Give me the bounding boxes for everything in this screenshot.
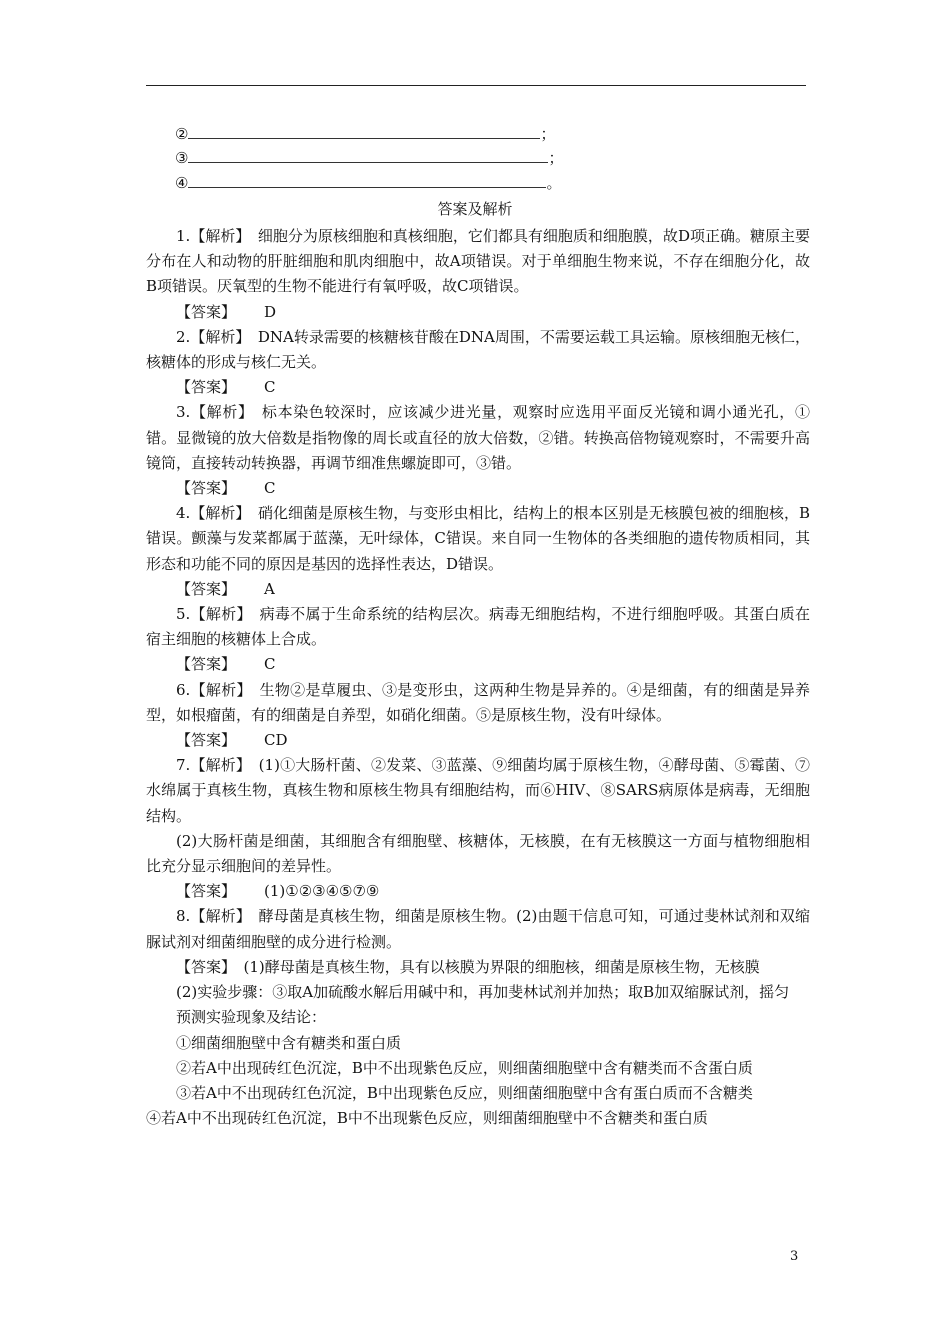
blank-punct: ； — [548, 149, 564, 167]
blank-punct: ； — [540, 125, 556, 143]
section-heading: 答案及解析 — [437, 200, 513, 218]
answer-8-steps: (2)实验步骤：③取A加硫酸水解后用碱中和，再加斐林试剂并加热；取B加双缩脲试剂，摇匀 — [176, 983, 790, 1002]
answer-7 — [146, 879, 810, 904]
answer-value: A — [264, 579, 275, 598]
answer-3 — [146, 476, 810, 501]
answer-label: 【答案】 — [176, 882, 237, 901]
answer-label: 【答案】 — [176, 302, 237, 321]
answer-6 — [146, 728, 810, 753]
analysis-2: 2.【解析】 DNA转录需要的核糖核苷酸在DNA周围，不需要运载工具运输。原核细胞无核仁，核糖体的形成与核仁无关。 — [146, 327, 810, 372]
answer-value: D — [264, 302, 277, 321]
answer-value: (1)①②③④⑤⑦⑨ — [264, 882, 380, 901]
answer-blank-3 — [175, 146, 563, 168]
result-3: ③若A中不出现砖红色沉淀，B中出现紫色反应，则细菌细胞壁中含有蛋白质而不含糖类 — [176, 1083, 753, 1102]
blank-fill-line — [188, 122, 540, 139]
blank-number: ④ — [175, 174, 189, 192]
result-2: ②若A中出现砖红色沉淀，B中不出现紫色反应，则细菌细胞壁中含有糖类而不含蛋白质 — [176, 1058, 753, 1077]
answer-value: C — [264, 655, 276, 674]
analysis-7-part2: (2)大肠杆菌是细菌，其细胞含有细胞壁、核糖体，无核膜，在有无核膜这一方面与植物细胞相比充分显示细胞间的差异性。 — [146, 831, 810, 876]
answer-value: CD — [264, 731, 288, 750]
blank-number: ② — [175, 125, 189, 143]
analysis-3: 3.【解析】 标本染色较深时，应该减少进光量，观察时应选用平面反光镜和调小通光孔，①错。显微镜的放大倍数是指物像的周长或直径的放大倍数，②错。转换高倍物镜观察时，不需要升高镜筒，直接转动转换器，再调节细准焦螺旋即可，③错。 — [146, 403, 810, 472]
answer-value: C — [264, 479, 276, 498]
result-4: ④若A中不出现砖红色沉淀，B中不出现紫色反应，则细菌细胞壁中不含糖类和蛋白质 — [146, 1109, 708, 1128]
blank-punct: 。 — [546, 174, 562, 192]
answer-label: 【答案】 — [176, 655, 237, 674]
answer-blank-4 — [175, 171, 561, 193]
answer-label: 【答案】 — [176, 479, 237, 498]
answer-label: 【答案】 — [176, 731, 237, 750]
answer-value: C — [264, 378, 276, 397]
answer-1 — [146, 300, 810, 325]
page-number: 3 — [790, 1249, 799, 1264]
answer-8: 【答案】 (1)酵母菌是真核生物，具有以核膜为界限的细胞核，细菌是原核生物，无核膜 — [176, 957, 760, 976]
predict-heading: 预测实验现象及结论： — [176, 1008, 327, 1027]
answers-body — [146, 224, 810, 1131]
analysis-8: 8.【解析】 酵母菌是真核生物，细菌是原核生物。(2)由题干信息可知，可通过斐林试剂和双缩脲试剂对细菌细胞壁的成分进行检测。 — [146, 907, 810, 951]
answer-label: 【答案】 — [176, 378, 237, 397]
analysis-1: 1.【解析】 细胞分为原核细胞和真核细胞，它们都具有细胞质和细胞膜，故D项正确。糖原主要分布在人和动物的肝脏细胞和肌肉细胞中，故A项错误。对于单细胞生物来说，不存在细胞分化，故B项错误。厌氧型的生物不能进行有氧呼吸，故C项错误。 — [146, 227, 810, 296]
header-rule — [146, 85, 806, 86]
answer-label: 【答案】 — [176, 579, 237, 598]
answer-5 — [146, 652, 810, 677]
analysis-4: 4.【解析】 硝化细菌是原核生物，与变形虫相比，结构上的根本区别是无核膜包被的细胞核，B错误。颤藻与发菜都属于蓝藻，无叶绿体，C错误。来自同一生物体的各类细胞的遗传物质相同，其形态和功能不同的原因是基因的选择性表达，D错误。 — [146, 504, 810, 573]
analysis-7: 7.【解析】 (1)①大肠杆菌、②发菜、③蓝藻、⑨细菌均属于原核生物，④酵母菌、⑤霉菌、⑦水绵属于真核生物，真核生物和原核生物具有细胞结构，而⑥HIV、⑧SARS病原体是病毒，无细胞结构。 — [146, 756, 810, 825]
result-1: ①细菌细胞壁中含有糖类和蛋白质 — [176, 1033, 402, 1052]
blank-number: ③ — [175, 149, 189, 167]
blank-fill-line — [188, 146, 548, 163]
answer-4 — [146, 577, 810, 602]
analysis-5: 5.【解析】 病毒不属于生命系统的结构层次。病毒无细胞结构，不进行细胞呼吸。其蛋白质在宿主细胞的核糖体上合成。 — [146, 605, 810, 649]
blank-fill-line — [188, 171, 546, 188]
analysis-6: 6.【解析】 生物②是草履虫、③是变形虫，这两种生物是异养的。④是细菌，有的细菌是异养型，如根瘤菌，有的细菌是自养型，如硝化细菌。⑤是原核生物，没有叶绿体。 — [146, 680, 810, 724]
answer-blank-2 — [175, 122, 555, 144]
answer-2 — [146, 375, 810, 400]
